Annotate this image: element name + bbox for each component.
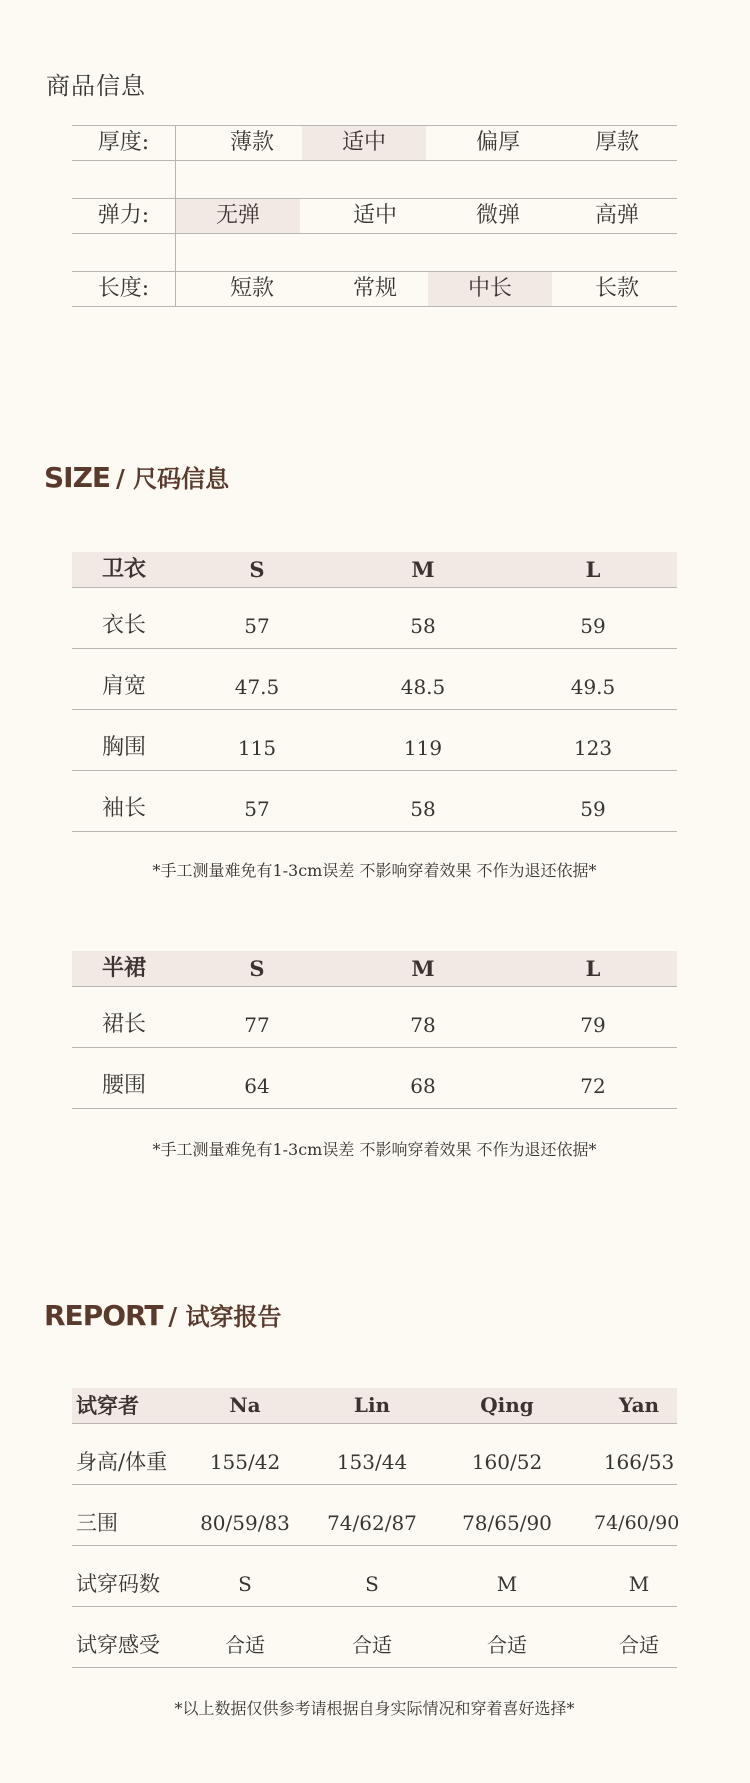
table-cell: 166/53 (603, 1450, 675, 1474)
elasticity-row (72, 198, 677, 233)
table-cell: 79 (580, 1013, 606, 1037)
header-cell: S (249, 557, 265, 582)
size-title-en: SIZE (44, 461, 111, 494)
table-cell: 72 (580, 1074, 606, 1098)
header-cell: Yan (618, 1393, 660, 1417)
table-row (72, 987, 677, 1048)
row-label: 弹力: (72, 199, 176, 233)
option-selected: 适中 (302, 126, 426, 160)
table-row (72, 1485, 680, 1546)
table-cell: 59 (580, 614, 606, 638)
row-label: 试穿感受 (76, 1633, 160, 1657)
option-selected: 中长 (428, 272, 552, 306)
header-cell: M (411, 557, 435, 582)
table-row (72, 710, 677, 771)
row-label: 长度: (72, 272, 176, 306)
table-cell: 57 (244, 797, 270, 821)
header-cell: Qing (480, 1393, 534, 1417)
table-cell: 119 (403, 736, 443, 760)
table-header (72, 552, 677, 588)
table-cell: 合适 (225, 1633, 265, 1657)
table-header (72, 1388, 677, 1424)
row-label: 肩宽 (102, 674, 147, 699)
product-info-table (72, 125, 677, 307)
option: 薄款 (229, 130, 274, 155)
table-row (72, 1048, 677, 1109)
size-title-cn: / 尺码信息 (116, 464, 230, 493)
row-label: 裙长 (102, 1012, 147, 1037)
table-cell: 59 (580, 797, 606, 821)
option: 常规 (352, 276, 397, 301)
report-note: *以上数据仅供参考请根据自身实际情况和穿着喜好选择* (174, 1699, 575, 1718)
header-cell: M (411, 956, 435, 981)
option: 适中 (352, 203, 397, 228)
table-header (72, 951, 677, 987)
header-cell: Na (229, 1393, 261, 1417)
header-cell: L (585, 956, 601, 981)
row-label: 袖长 (102, 796, 147, 821)
table-cell: 153/44 (336, 1450, 408, 1474)
header-cell: L (585, 557, 601, 582)
table-cell: M (496, 1572, 518, 1596)
option-selected: 无弹 (176, 199, 300, 233)
report-title-en: REPORT (44, 1299, 163, 1332)
table-row (72, 588, 677, 649)
table-cell: 合适 (352, 1633, 392, 1657)
table-cell: 160/52 (471, 1450, 543, 1474)
table-cell: 合适 (487, 1633, 527, 1657)
row-label: 胸围 (102, 735, 147, 760)
row-label: 腰围 (102, 1073, 147, 1098)
header-cell: S (249, 956, 265, 981)
table-row (72, 771, 677, 832)
table-row (72, 1607, 677, 1668)
table-cell: 80/59/83 (200, 1511, 290, 1535)
table-cell: 48.5 (400, 675, 446, 699)
row-label: 厚度: (72, 126, 176, 160)
report-title-cn: / 试穿报告 (168, 1302, 282, 1331)
option: 微弹 (475, 203, 520, 228)
thickness-row (72, 125, 677, 160)
table-cell: 115 (237, 736, 277, 760)
table-cell: 合适 (619, 1633, 659, 1657)
table-cell: S (238, 1572, 252, 1596)
table-cell: 49.5 (570, 675, 616, 699)
size-section-title (44, 459, 229, 494)
table-cell: 47.5 (234, 675, 280, 699)
row-label: 身高/体重 (76, 1450, 168, 1474)
table-cell: 155/42 (209, 1450, 281, 1474)
table-cell: 123 (573, 736, 613, 760)
table-row (72, 649, 677, 710)
header-cell: 半裙 (102, 955, 147, 981)
table-cell: 64 (244, 1074, 270, 1098)
length-row (72, 271, 677, 307)
header-cell: 卫衣 (102, 556, 147, 582)
table-cell: 58 (410, 797, 436, 821)
row-gap (72, 233, 677, 271)
row-label: 试穿码数 (76, 1572, 160, 1596)
table-cell: 74/62/87 (327, 1511, 417, 1535)
table-row (72, 1424, 677, 1485)
top-size-table (72, 552, 677, 832)
option: 偏厚 (475, 130, 520, 155)
row-gap (72, 160, 677, 198)
table-cell: 78/65/90 (462, 1511, 552, 1535)
option: 厚款 (594, 130, 639, 155)
row-label: 三围 (76, 1511, 118, 1535)
table-cell: 58 (410, 614, 436, 638)
table-cell: 74/60/90 (594, 1512, 680, 1534)
header-cell: 试穿者 (76, 1393, 139, 1418)
table-row (72, 1546, 677, 1607)
option: 长款 (594, 276, 639, 301)
measurement-note: *手工测量难免有1-3cm误差 不影响穿着效果 不作为退还依据* (152, 1140, 597, 1159)
measurement-note: *手工测量难免有1-3cm误差 不影响穿着效果 不作为退还依据* (152, 861, 597, 880)
table-cell: 78 (410, 1013, 436, 1037)
table-cell: M (628, 1572, 650, 1596)
skirt-size-table (72, 951, 677, 1109)
table-cell: 77 (244, 1013, 270, 1037)
report-section-title (44, 1297, 282, 1332)
table-cell: S (365, 1572, 379, 1596)
header-cell: Lin (353, 1393, 391, 1417)
table-cell: 57 (244, 614, 270, 638)
option: 短款 (229, 276, 274, 301)
option: 高弹 (594, 203, 639, 228)
report-table (72, 1388, 680, 1668)
product-info-title: 商品信息 (46, 72, 146, 100)
row-label: 衣长 (102, 613, 147, 638)
table-cell: 68 (410, 1074, 436, 1098)
